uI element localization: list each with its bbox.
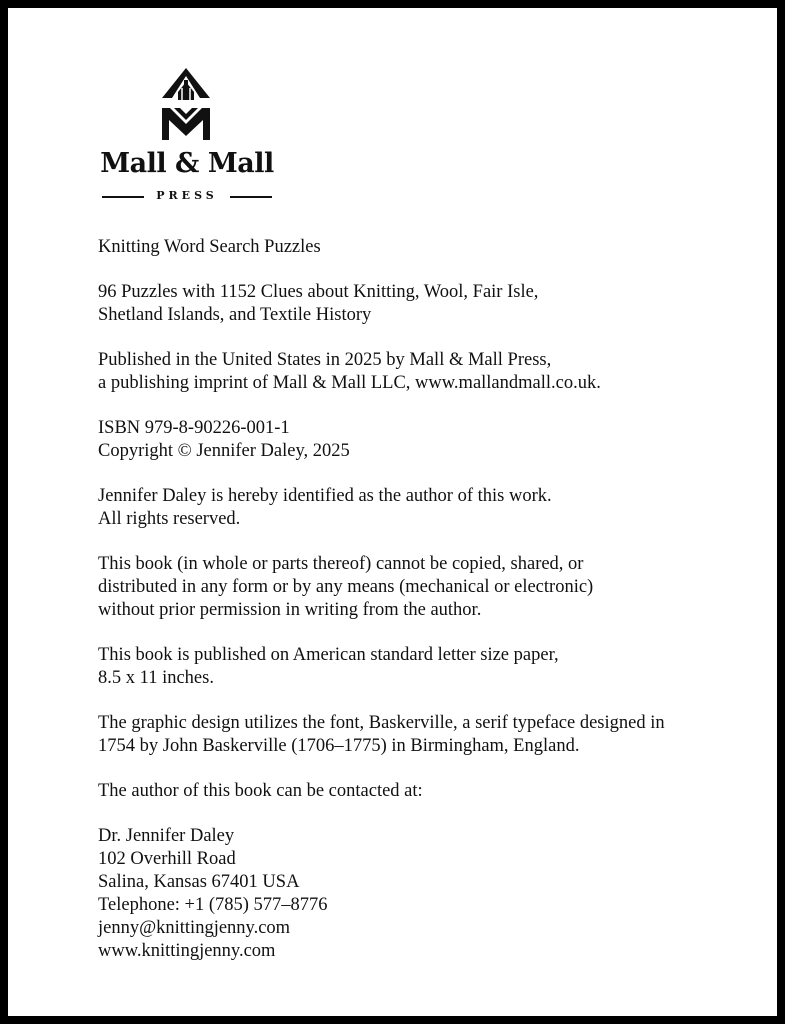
copyright-page-content [98,236,758,985]
rights-notice [98,553,758,622]
text-line: 102 Overhill Road [98,849,236,869]
publisher-press-label: PRESS [156,189,218,202]
publisher-subtitle [98,188,276,204]
text-line: www.knittingjenny.com [98,941,276,961]
publisher-name: Mall & Mall [100,148,274,179]
contact-address [98,825,758,963]
mm-monogram-icon [160,68,212,140]
contact-intro [98,780,758,803]
text-line: Copyright © Jennifer Daley, 2025 [98,441,350,461]
text-line: Jennifer Daley is hereby identified as the author of this work. [98,486,552,506]
text-line: jenny@knittingjenny.com [98,918,291,938]
text-line: All rights reserved. [98,509,241,529]
text-line: Dr. Jennifer Daley [98,826,235,846]
text-line: 1754 by John Baskerville (1706–1775) in Birmingham, England. [98,736,580,756]
text-line: The graphic design utilizes the font, Baskerville, a serif typeface designed in [98,713,665,733]
author-identification [98,485,758,531]
text-line: Knitting Word Search Puzzles [98,237,321,257]
isbn-copyright [98,417,758,463]
text-line: Telephone: +1 (785) 577–8776 [98,895,328,915]
text-line: Salina, Kansas 67401 USA [98,872,300,892]
text-line: This book is published on American standard letter size paper, [98,645,559,665]
text-line: 96 Puzzles with 1152 Clues about Knitting, Wool, Fair Isle, [98,282,539,302]
text-line: The author of this book can be contacted at: [98,781,423,801]
text-line: a publishing imprint of Mall & Mall LLC, www.mallandmall.co.uk. [98,373,601,393]
text-line: 8.5 x 11 inches. [98,668,214,688]
text-line: Published in the United States in 2025 by Mall & Mall Press, [98,350,552,370]
text-line: This book (in whole or parts thereof) cannot be copied, shared, or [98,554,584,574]
publisher-logo [98,64,276,214]
rule-right [230,196,272,198]
paper-info [98,644,758,690]
text-line: ISBN 979-8-90226-001-1 [98,418,290,438]
text-line: without prior permission in writing from the author. [98,600,482,620]
font-info [98,712,758,758]
book-subtitle [98,281,758,327]
book-title [98,236,758,259]
text-line: Shetland Islands, and Textile History [98,305,372,325]
publication-info [98,349,758,395]
text-line: distributed in any form or by any means (mechanical or electronic) [98,577,594,597]
